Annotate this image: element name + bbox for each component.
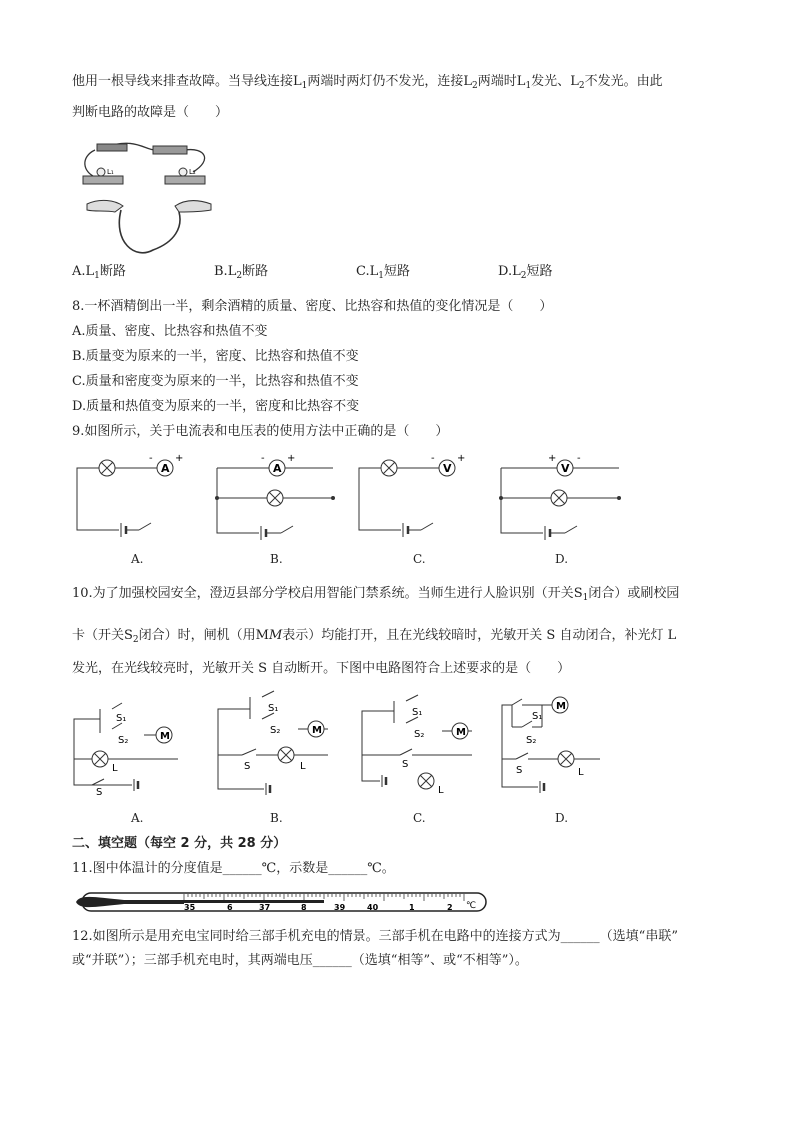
- q7-option-c[interactable]: $C.L_1$短路: [356, 264, 411, 281]
- lamp-L2: [165, 176, 205, 184]
- section-title: 二、填空题（每空 2 分，共 28 分）: [72, 836, 287, 851]
- meter-label: V: [561, 462, 570, 475]
- meter-label: A: [273, 462, 282, 475]
- q10-circuit-b: [216, 697, 331, 797]
- unit-label: ℃: [466, 901, 477, 911]
- q10-circuit-d: [500, 697, 605, 797]
- plus-sign: +: [457, 453, 466, 464]
- test-wire: [119, 210, 180, 253]
- lamp-L1: [83, 176, 123, 184]
- q8-option-a[interactable]: A.质量、密度、比热容和热值不变: [72, 324, 268, 339]
- label-s2: S₂: [526, 735, 537, 746]
- plus-sign: +: [548, 453, 557, 464]
- q9-circuit-a: [77, 455, 197, 535]
- q10-line3: 发光，在光线较亮时，光敏开关 S 自动断开。下图中电路图符合上述要求的是（ ）: [72, 661, 571, 676]
- minus-sign: -: [431, 453, 435, 464]
- q7-line2: 判断电路的故障是（ ）: [72, 105, 229, 120]
- label-s1: S₁: [532, 711, 543, 722]
- scale-42: 2: [447, 903, 453, 912]
- minus-sign: -: [577, 453, 581, 464]
- plus-sign: +: [287, 453, 296, 464]
- label-s1: S₁: [116, 713, 127, 724]
- q7-line1: 他用一根导线来排查故障。当导线连接$L_1$两端时两灯仍不发光，连接$L_2$两端时$L_1$发光、$L_2$不发光。由此: [72, 74, 663, 91]
- thermometer: [74, 888, 494, 918]
- motor-label: M: [456, 727, 466, 738]
- q9-circuit-b: [217, 455, 335, 537]
- q12-line1: 12.如图所示是用充电宝同时给三部手机充电的情景。三部手机在电路中的连接方式为______（选填“串联”: [72, 929, 678, 944]
- motor-label: M: [556, 701, 566, 712]
- q12-line2: 或“并联”）；三部手机充电时，其两端电压______（选填“相等”、或“不相等”）。: [72, 953, 528, 968]
- q9-circuit-d: [501, 455, 619, 537]
- q7-figure: [75, 132, 215, 262]
- q9-circuit-c: [359, 455, 477, 535]
- q9-caption-b: B.: [270, 552, 283, 566]
- meter-label: V: [443, 462, 452, 475]
- q9-stem: 9.如图所示，关于电流表和电压表的使用方法中正确的是（ ）: [72, 424, 449, 439]
- scale-40: 40: [367, 903, 379, 912]
- label-L1: L₁: [107, 168, 114, 176]
- label-L2: L₂: [189, 168, 196, 176]
- q7-option-d[interactable]: $D.L_2$短路: [498, 264, 553, 281]
- lamp-label: L: [438, 785, 444, 796]
- q7-option-b[interactable]: $B.L_2$断路: [214, 264, 269, 281]
- q10-caption-c: C.: [413, 811, 426, 825]
- q11-stem: 11.图中体温计的分度值是______℃，示数是______℃。: [72, 861, 395, 876]
- meter-label: A: [161, 462, 170, 475]
- label-s2: S₂: [118, 735, 129, 746]
- q10-caption-a: A.: [131, 811, 144, 825]
- q8-stem: 8.一杯酒精倒出一半，剩余酒精的质量、密度、比热容和热值的变化情况是（ ）: [72, 299, 553, 314]
- q10-circuit-c: [360, 697, 475, 797]
- lamp-label: L: [578, 767, 584, 778]
- q7-option-a[interactable]: $A.L_1$断路: [72, 264, 126, 281]
- wire-left: [85, 150, 95, 177]
- label-s2: S₂: [270, 725, 281, 736]
- motor-label: M: [312, 725, 322, 736]
- plus-sign: +: [175, 453, 184, 464]
- hand-right: [175, 201, 211, 213]
- q10-line2: 卡（开关$S_2$闭合）时，闸机（用MM表示）均能打开，且在光线较暗时，光敏开关 S 自动闭合，补光灯 L: [72, 628, 677, 645]
- q9-caption-d: D.: [555, 552, 569, 566]
- label-s: S: [516, 765, 523, 776]
- label-s: S: [402, 759, 409, 770]
- lamp-label: L: [112, 763, 118, 774]
- label-s1: S₁: [412, 707, 423, 718]
- scale-36: 6: [227, 903, 233, 912]
- label-s: S: [96, 787, 103, 798]
- q10-line1: 10.为了加强校园安全，澄迈县部分学校启用智能门禁系统。当师生进行人脸识别（开关$S_1$闭合）或刷校园: [72, 586, 680, 603]
- motor-label: M: [160, 731, 170, 742]
- scale-37: 37: [259, 903, 271, 912]
- lamp-label: L: [300, 761, 306, 772]
- q10-caption-b: B.: [270, 811, 283, 825]
- scale-39: 39: [334, 903, 346, 912]
- hand-left: [87, 200, 123, 212]
- minus-sign: -: [261, 453, 265, 464]
- scale-38: 8: [301, 903, 307, 912]
- scale-35: 35: [184, 903, 196, 912]
- q10-caption-d: D.: [555, 811, 569, 825]
- q10-circuit-a: [72, 697, 182, 797]
- q8-option-c[interactable]: C.质量和密度变为原来的一半，比热容和热值不变: [72, 374, 359, 389]
- q9-caption-a: A.: [131, 552, 144, 566]
- q9-caption-c: C.: [413, 552, 426, 566]
- scale-41: 1: [409, 903, 415, 912]
- battery: [153, 146, 187, 154]
- label-s2: S₂: [414, 729, 425, 740]
- switch: [97, 144, 127, 151]
- label-s1: S₁: [268, 703, 279, 714]
- minus-sign: -: [149, 453, 153, 464]
- label-s: S: [244, 761, 251, 772]
- q8-option-d[interactable]: D.质量和热值变为原来的一半，密度和比热容不变: [72, 399, 360, 414]
- q8-option-b[interactable]: B.质量变为原来的一半，密度、比热容和热值不变: [72, 349, 359, 364]
